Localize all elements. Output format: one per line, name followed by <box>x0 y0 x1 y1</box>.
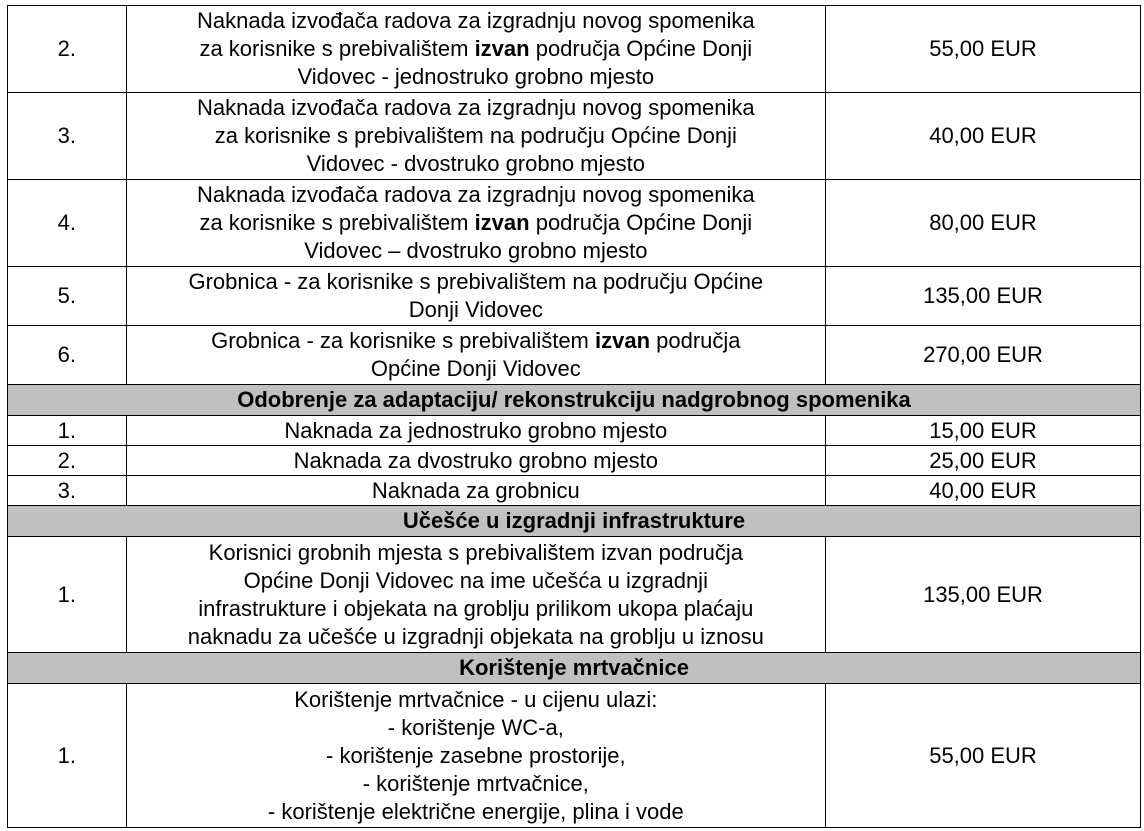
row-number: 4. <box>8 180 127 267</box>
row-description: Grobnica - za korisnike s prebivalištem na području Općine Donji Vidovec <box>126 267 825 326</box>
row-description: Naknada izvođača radova za izgradnju novog spomenika za korisnike s prebivalištem na području Općine Donji Vidovec - dvostruko grobno mjesto <box>126 93 825 180</box>
section-header <box>8 385 1141 416</box>
row-price: 15,00 EUR <box>826 416 1141 446</box>
section-title-adaptacija: Odobrenje za adaptaciju/ rekonstrukciju nadgrobnog spomenika <box>8 385 1141 416</box>
section-title-mrtvacnica: Korištenje mrtvačnice <box>8 653 1141 684</box>
row-description: Naknada izvođača radova za izgradnju novog spomenika za korisnike s prebivalištem izvan područja Općine Donji Vidovec - jednostruko grobno mjesto <box>126 6 825 93</box>
row-price: 135,00 EUR <box>826 267 1141 326</box>
row-price: 25,00 EUR <box>826 446 1141 476</box>
table-row <box>8 6 1141 93</box>
row-number: 6. <box>8 326 127 385</box>
section-header <box>8 653 1141 684</box>
row-number: 5. <box>8 267 127 326</box>
row-number: 1. <box>8 537 127 653</box>
row-description: Korištenje mrtvačnice - u cijenu ulazi: - korištenje WC-a, - korištenje zasebne prostorije, - korištenje mrtvačnice, - korištenje električne energije, plina i vode <box>126 684 825 828</box>
row-price: 55,00 EUR <box>826 6 1141 93</box>
row-description: Naknada za grobnicu <box>126 476 825 506</box>
table-row <box>8 267 1141 326</box>
row-number: 1. <box>8 684 127 828</box>
table-row <box>8 684 1141 828</box>
row-price: 55,00 EUR <box>826 684 1141 828</box>
row-price: 40,00 EUR <box>826 93 1141 180</box>
table-row <box>8 446 1141 476</box>
row-number: 3. <box>8 93 127 180</box>
row-price: 135,00 EUR <box>826 537 1141 653</box>
row-description: Naknada za dvostruko grobno mjesto <box>126 446 825 476</box>
table-row <box>8 476 1141 506</box>
table-row <box>8 416 1141 446</box>
section-title-infrastruktura: Učešće u izgradnji infrastrukture <box>8 506 1141 537</box>
table-row <box>8 93 1141 180</box>
row-price: 80,00 EUR <box>826 180 1141 267</box>
row-description: Naknada izvođača radova za izgradnju novog spomenika za korisnike s prebivalištem izvan područja Općine Donji Vidovec – dvostruko grobno mjesto <box>126 180 825 267</box>
row-number: 1. <box>8 416 127 446</box>
section-header <box>8 506 1141 537</box>
row-description: Korisnici grobnih mjesta s prebivalištem izvan područja Općine Donji Vidovec na ime učešća u izgradnji infrastrukture i objekata na groblju prilikom ukopa plaćaju naknadu za učešće u izgradnji objekata na groblju u iznosu <box>126 537 825 653</box>
row-description: Naknada za jednostruko grobno mjesto <box>126 416 825 446</box>
row-number: 2. <box>8 6 127 93</box>
table-row <box>8 180 1141 267</box>
table-row <box>8 326 1141 385</box>
row-number: 3. <box>8 476 127 506</box>
row-description: Grobnica - za korisnike s prebivalištem izvan područja Općine Donji Vidovec <box>126 326 825 385</box>
row-price: 40,00 EUR <box>826 476 1141 506</box>
fee-table <box>7 5 1141 828</box>
table-row <box>8 537 1141 653</box>
row-number: 2. <box>8 446 127 476</box>
row-price: 270,00 EUR <box>826 326 1141 385</box>
